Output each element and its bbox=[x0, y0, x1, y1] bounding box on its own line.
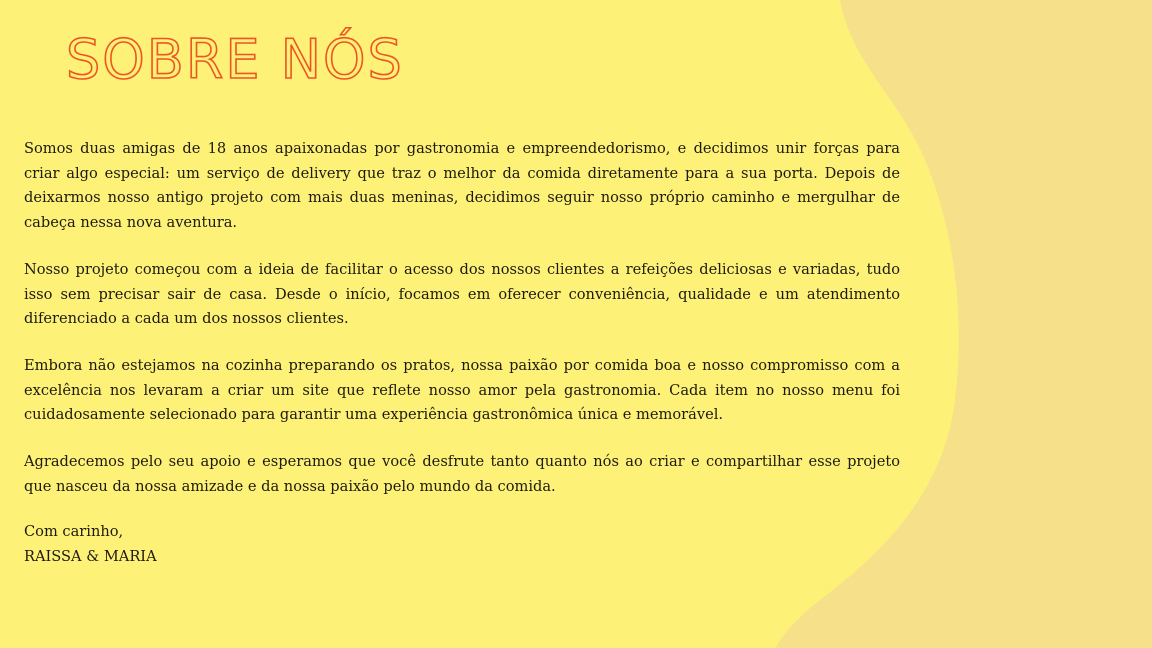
page-title: SOBRE NÓS bbox=[66, 28, 404, 91]
about-paragraph-3: Embora não estejamos na cozinha preparando os pratos, nossa paixão por comida boa e nosso compromisso com a excelência nos levaram a criar um site que reflete nosso amor pela gastronomia. Cada item no nosso menu foi cuidadosamente selecionado para garantir uma experiência gastronômica única e memorável. bbox=[24, 357, 900, 423]
about-paragraph-1: Somos duas amigas de 18 anos apaixonadas por gastronomia e empreendedorismo, e decidimos unir forças para criar algo especial: um serviço de delivery que traz o melhor da comida diretamente para a sua porta. Depois de deixarmos nosso antigo projeto com mais duas meninas, decidimos seguir nosso próprio caminho e mergulhar de cabeça nessa nova aventura. bbox=[24, 140, 900, 231]
signature-closing: Com carinho, bbox=[24, 523, 124, 540]
about-paragraph-2: Nosso projeto começou com a ideia de facilitar o acesso dos nossos clientes a refeições deliciosas e variadas, tudo isso sem precisar sair de casa. Desde o início, focamos em oferecer conveniência, qualidade e um atendimento diferenciado a cada um dos nossos clientes. bbox=[24, 261, 900, 327]
about-paragraph-4: Agradecemos pelo seu apoio e esperamos que você desfrute tanto quanto nós ao criar e compartilhar esse projeto que nasceu da nossa amizade e da nossa paixão pelo mundo da comida. bbox=[24, 453, 900, 495]
signature bbox=[24, 520, 157, 569]
signature-names: RAISSA & MARIA bbox=[24, 547, 157, 565]
